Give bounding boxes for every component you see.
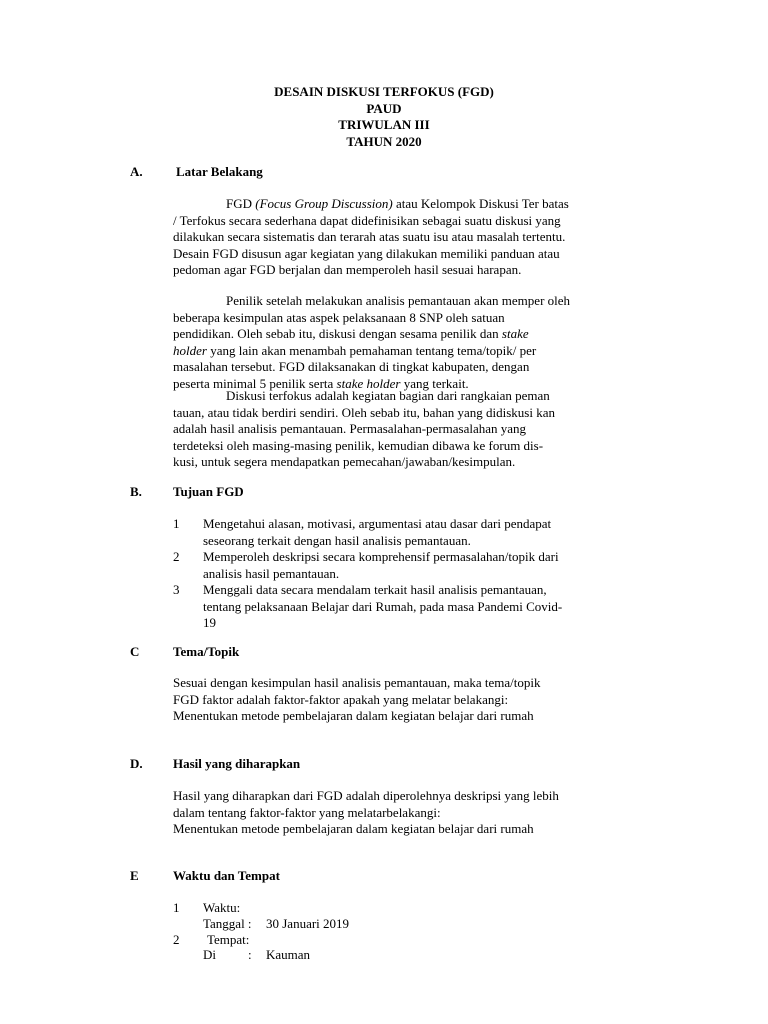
title-line-1: DESAIN DISKUSI TERFOKUS (FGD) — [274, 84, 494, 99]
item-number: 2 — [173, 549, 180, 564]
text-line: Diskusi terfokus adalah kegiatan bagian dari rangkaian peman — [226, 388, 550, 403]
text-line: beberapa kesimpulan atas aspek pelaksanaan 8 SNP oleh satuan — [173, 309, 505, 325]
text-line: masalahan tersebut. FGD dilaksanakan di tingkat kabupaten, dengan — [173, 359, 530, 374]
section-title: Hasil yang diharapkan — [173, 756, 301, 771]
text: yang lain akan menambah pemahaman tentang tema/topik/ per — [206, 342, 537, 358]
section-title: Waktu dan Tempat — [173, 868, 280, 883]
tempat-number: 2 — [173, 932, 180, 947]
text-line: Sesuai dengan kesimpulan hasil analisis pemantauan, maka tema/topik — [173, 675, 541, 690]
section-a-paragraph-2 — [173, 293, 623, 392]
section-title: Latar Belakang — [176, 164, 263, 179]
section-d-body — [173, 788, 633, 838]
section-title: Tema/Topik — [173, 644, 240, 659]
section-a-paragraph-3 — [173, 388, 623, 471]
italic-term: stake holder — [336, 375, 401, 391]
italic-term: (Focus Group Discussion) — [255, 196, 393, 211]
text-line: Hasil yang diharapkan dari FGD adalah diperolehnya deskripsi yang lebih — [173, 788, 559, 803]
text-line: pedoman agar FGD berjalan dan memperoleh hasil sesuai harapan. — [173, 262, 522, 277]
text-line: FGD faktor adalah faktor-faktor apakah yang melatar belakangi: — [173, 691, 509, 707]
text-line: tentang pelaksanaan Belajar dari Rumah, pada masa Pandemi Covid- — [203, 598, 563, 614]
text-line: Mengetahui alasan, motivasi, argumentasi atau dasar dari pendapat — [203, 516, 552, 531]
text-line: Memperoleh deskripsi secara komprehensif permasalahan/topik dari — [203, 549, 559, 564]
tanggal-label: Tanggal : — [203, 916, 252, 931]
text-line: dilakukan secara sistematis dan terarah atas suatu isu atau masalah tertentu. — [173, 229, 566, 244]
text: pendidikan. Oleh sebab itu, diskusi dengan sesama penilik dan — [173, 326, 502, 341]
italic-term: holder — [173, 342, 207, 358]
di-value: Kauman — [266, 947, 311, 962]
item-number: 1 — [173, 516, 180, 531]
text-line: seseorang terkait dengan hasil analisis pemantauan. — [203, 532, 471, 548]
text-line: kusi, untuk segera mendapatkan pemecahan/jawaban/kesimpulan. — [173, 454, 516, 469]
title-line-3: TRIWULAN III — [338, 117, 430, 132]
text-line: analisis hasil pemantauan. — [203, 565, 340, 581]
text-line: dalam tentang faktor-faktor yang melatarbelakangi: — [173, 804, 441, 820]
text: atau Kelompok Diskusi Ter batas — [392, 196, 569, 211]
section-title: Tujuan FGD — [173, 484, 244, 499]
text: yang terkait. — [400, 375, 469, 391]
di-colon: : — [248, 947, 252, 962]
title-line-2: PAUD — [366, 100, 402, 116]
tempat-label: Tempat: — [207, 932, 250, 947]
tanggal-value: 30 Januari 2019 — [266, 916, 350, 931]
item-number: 3 — [173, 582, 180, 597]
text-line: terdeteksi oleh masing-masing penilik, kemudian dibawa ke forum dis- — [173, 437, 544, 453]
section-a-paragraph-1 — [173, 196, 623, 279]
text: FGD — [226, 196, 256, 211]
text-line: Menentukan metode pembelajaran dalam kegiatan belajar dari rumah — [173, 821, 534, 836]
text-line: adalah hasil analisis pemantauan. Permasalahan-permasalahan yang — [173, 421, 527, 436]
text-line: 19 — [203, 615, 216, 630]
text: peserta minimal 5 penilik serta — [173, 375, 337, 391]
text-line: Penilik setelah melakukan analisis pemantauan akan memper oleh — [226, 293, 571, 308]
italic-term: stake — [501, 326, 529, 341]
section-c-body — [173, 675, 633, 725]
list-item — [173, 582, 623, 632]
section-letter: D. — [130, 756, 143, 771]
section-letter: A. — [130, 164, 143, 179]
di-label: Di — [203, 947, 216, 962]
text-line: tauan, atau tidak berdiri sendiri. Oleh sebab itu, bahan yang didiskusi kan — [173, 404, 555, 420]
list-item — [173, 516, 623, 549]
section-letter: E — [130, 868, 139, 883]
section-letter: C — [130, 644, 140, 659]
document-title — [0, 84, 768, 150]
list-item — [173, 549, 623, 582]
text-line: Menggali data secara mendalam terkait hasil analisis pemantauan, — [203, 582, 547, 597]
waktu-label: Waktu: — [203, 900, 241, 915]
text-line: Menentukan metode pembelajaran dalam kegiatan belajar dari rumah — [173, 708, 534, 723]
tujuan-list — [173, 516, 623, 632]
text-line: / Terfokus secara sederhana dapat didefinisikan sebagai suatu diskusi yang — [173, 212, 561, 228]
section-letter: B. — [130, 484, 142, 499]
waktu-number: 1 — [173, 900, 180, 915]
text-line: Desain FGD disusun agar kegiatan yang dilakukan memiliki panduan atau — [173, 245, 560, 261]
title-line-4: TAHUN 2020 — [346, 133, 422, 149]
